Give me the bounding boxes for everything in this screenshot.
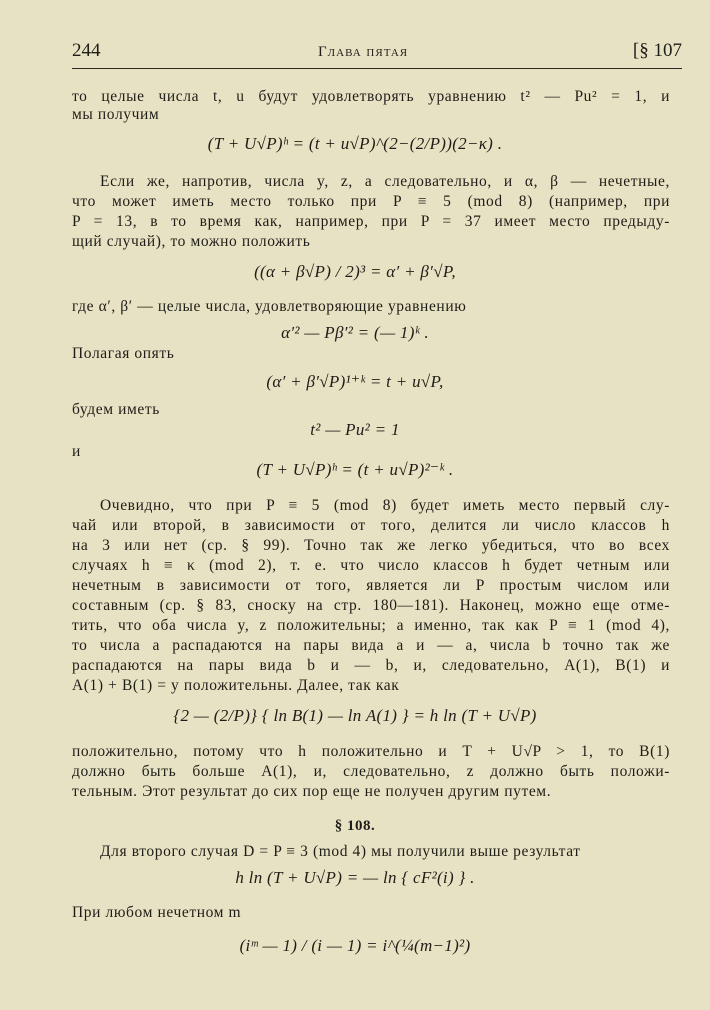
- text-line: мы получим: [72, 106, 160, 123]
- section-marker: [§ 107: [632, 40, 682, 61]
- text-line: При любом нечетном m: [72, 904, 242, 921]
- text-line: случаях h ≡ κ (mod 2), т. е. что число классов h будет четным или: [72, 557, 670, 574]
- formula: ((α + β√P) / 2)³ = α′ + β′√P,: [254, 262, 456, 281]
- text-line: нечетным в зависимости от того, является ли P простым числом или: [72, 577, 670, 594]
- formula: h ln (T + U√P) = — ln { cF²(i) } .: [235, 868, 475, 887]
- text-line: составным (ср. § 83, сноску на стр. 180—181). Наконец, можно еще отме-: [72, 597, 670, 614]
- formula: {2 — (2/P)} { ln B(1) — ln A(1) } = h ln (T + U√P): [173, 706, 537, 725]
- text-line: будем иметь: [72, 401, 160, 418]
- chapter-title: Глава пятая: [318, 44, 409, 60]
- text-line: щий случай), то можно положить: [72, 233, 311, 250]
- formula: (T + U√P)ʰ = (t + u√P)²⁻ᵏ .: [256, 460, 454, 479]
- text-line: положительно, потому что h положительно и T + U√P > 1, то B(1): [72, 743, 670, 760]
- text-line: и: [72, 443, 81, 460]
- text-line: Если же, напротив, числа y, z, a следовательно, и α, β — нечетные,: [100, 173, 670, 190]
- formula: (α′ + β′√P)¹⁺ᵏ = t + u√P,: [266, 372, 444, 391]
- text-line: что может иметь место только при P ≡ 5 (mod 8) (например, при: [72, 193, 670, 210]
- text-line: то числа a распадаются на пары вида a и — a, числа b точно так же: [72, 637, 670, 654]
- page-number: 244: [72, 40, 101, 61]
- text-line: Очевидно, что при P ≡ 5 (mod 8) будет иметь место первый слу-: [100, 497, 670, 514]
- text-line: Полагая опять: [72, 345, 175, 362]
- text-line: распадаются на пары вида b и — b, и, следовательно, A(1), B(1) и: [72, 657, 670, 674]
- section-heading: § 108.: [334, 818, 376, 834]
- formula: (T + U√P)ʰ = (t + u√P)^(2−(2/P))(2−κ) .: [207, 134, 503, 153]
- text-line: на 3 или нет (ср. § 99). Точно так же легко убедиться, что во всех: [72, 537, 670, 554]
- text-line: P = 13, в то время как, например, при P = 37 имеет место предыду-: [72, 213, 670, 230]
- text-line: где α′, β′ — целые числа, удовлетворяющие уравнению: [72, 298, 467, 315]
- text-line: тить, что оба числа y, z положительны; а именно, так как P ≡ 1 (mod 4),: [72, 617, 670, 634]
- text-line: A(1) + B(1) = y положительны. Далее, так как: [72, 677, 400, 694]
- text-line: то целые числа t, u будут удовлетворять уравнению t² — Pu² = 1, и: [72, 88, 670, 105]
- text-line: чай или второй, в зависимости от того, делится ли число классов h: [72, 517, 670, 534]
- text-line: Для второго случая D = P ≡ 3 (mod 4) мы получили выше результат: [100, 843, 581, 860]
- formula: t² — Pu² = 1: [310, 420, 400, 439]
- header-rule: [72, 68, 682, 69]
- text-line: тельным. Этот результат до сих пор еще не получен другим путем.: [72, 783, 552, 800]
- text-line: должно быть больше A(1), и, следовательно, z должно быть положи-: [72, 763, 670, 780]
- formula: (iᵐ — 1) / (i — 1) = i^(¼(m−1)²): [239, 936, 471, 955]
- formula: α′² — Pβ′² = (— 1)ᵏ .: [281, 323, 429, 342]
